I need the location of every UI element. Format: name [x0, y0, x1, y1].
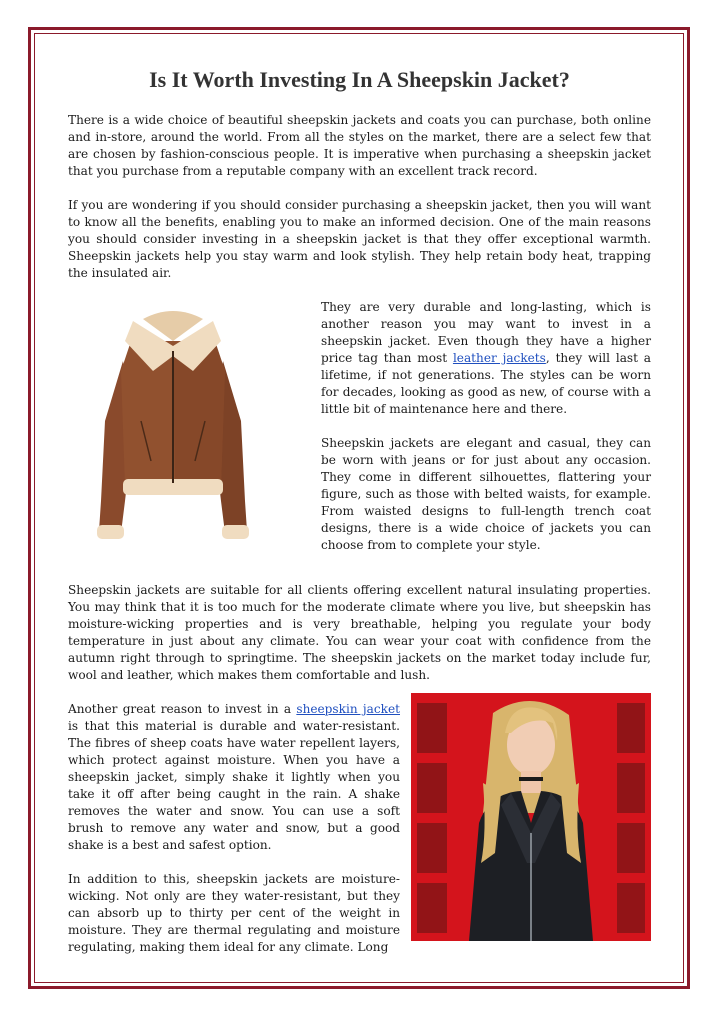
paragraph-durable: They are very durable and long-lasting, which is another reason you may want to invest in a sheepskin jacket. Even though they have a higher price tag than most leather jackets, they will last a lifetime, if not generations. The styles can be worn for decades, looking as good as new, of course with a little bit of maintenance here and there.: [321, 300, 652, 416]
article-title: Is It Worth Investing In A Sheepskin Jacket?: [149, 67, 570, 92]
section-model: [68, 701, 651, 973]
paragraph-elegant: Sheepskin jackets are elegant and casual, they can be worn with jeans or for just about any occasion. They come in different silhouettes, flattering your figure, such as those with belted waists, for example. From waisted designs to full-length trench coat designs, there is a wide choice of jackets you can choose from to complete your style.: [321, 436, 651, 552]
jacket-image: [68, 299, 278, 567]
paragraph-moisture-wicking: In addition to this, sheepskin jackets are moisture-wicking. Not only are they water-resistant, but they can absorb up to thirty per cent of the weight in moisture. They are thermal regulating and moisture regulating, making them ideal for any climate. Long: [68, 872, 400, 954]
leather-jackets-link[interactable]: leather jackets: [452, 351, 546, 365]
paragraph-intro: There is a wide choice of beautiful sheepskin jackets and coats you can purchase, both online and in-store, around the world. From all the styles on the market, there are a select few that are chosen by fashion-conscious people. It is imperative when purchasing a sheepskin jacket that you purchase from a reputable company with an excellent track record.: [68, 113, 651, 178]
paragraph-water-resistant: Another great reason to invest in a sheepskin jacket is that this material is durable and water-resistant. The fibres of sheep coats have water repellent layers, which protect against moisture. When you have a sheepskin jacket, simply shake it lightly when you take it off after being caught in the rain. A shake removes the water and snow. You can use a soft brush to remove any water and snow, but a good shake is a best and safest option.: [68, 702, 400, 852]
sheepskin-jacket-link[interactable]: sheepskin jacket: [296, 702, 400, 716]
model-image: [411, 693, 651, 941]
model-text-column: [68, 701, 400, 973]
paragraph-benefits: If you are wondering if you should consider purchasing a sheepskin jacket, then you will want to know all the benefits, enabling you to make an informed decision. One of the main reasons you should consider investing in a sheepskin jacket is that they offer exceptional warmth. Sheepskin jackets help you stay warm and look stylish. They help retain body heat, trapping the insulated air.: [68, 198, 651, 280]
brown-jacket-illustration: [93, 301, 253, 561]
article: [68, 66, 651, 973]
paragraph-insulating: Sheepskin jackets are suitable for all clients offering excellent natural insulating properties. You may think that it is too much for the moderate climate where you live, but sheepskin has moisture-wicking properties and is very breathable, helping you regulate your body temperature in just about any climate. You can wear your coat with confidence from the autumn right through to springtime. The sheepskin jackets on the market today include fur, wool and leather, which makes them comfortable and lush.: [68, 583, 651, 682]
section-jacket: [68, 299, 651, 567]
woman-leather-jacket-illustration: [411, 693, 651, 941]
jacket-text-column: [321, 299, 651, 567]
